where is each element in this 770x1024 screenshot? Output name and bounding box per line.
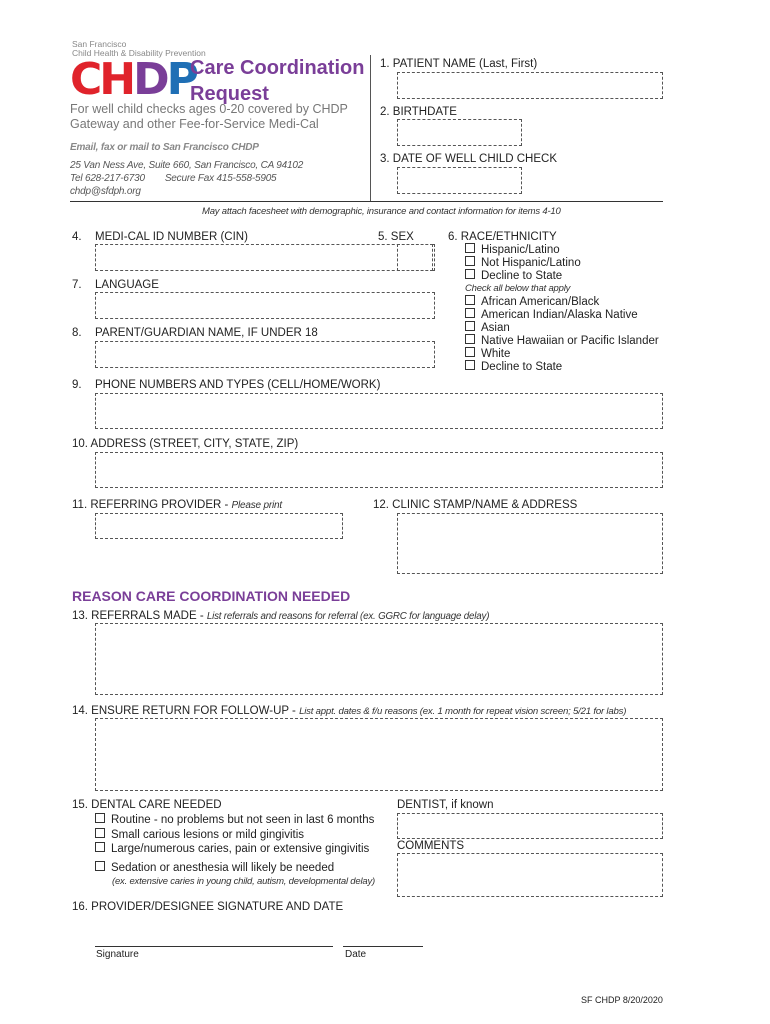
medi-cal-label: MEDI-CAL ID NUMBER (CIN)	[95, 231, 248, 243]
guardian-label: PARENT/GUARDIAN NAME, IF UNDER 18	[95, 327, 318, 339]
checkbox-icon[interactable]	[465, 256, 475, 266]
guardian-number: 8.	[72, 327, 82, 339]
logo-line-2: Child Health & Disability Prevention	[72, 48, 206, 58]
race-ethnicity-label: 6. RACE/ETHNICITY	[448, 231, 557, 243]
ethnicity-option[interactable]: Hispanic/Latino	[465, 243, 581, 256]
race-option[interactable]: African American/Black	[465, 295, 659, 308]
sex-field[interactable]	[397, 244, 433, 271]
form-version: SF CHDP 8/20/2020	[581, 995, 663, 1005]
birthdate-field[interactable]	[397, 119, 522, 146]
signature-caption: Signature	[96, 949, 139, 960]
checkbox-icon[interactable]	[95, 813, 105, 823]
header-divider	[370, 55, 371, 202]
logo-letter: C	[70, 54, 100, 105]
medi-cal-field[interactable]	[95, 244, 435, 271]
logo-letter: H	[99, 54, 134, 105]
language-number: 7.	[72, 279, 82, 291]
race-option[interactable]: Native Hawaiian or Pacific Islander	[465, 334, 659, 347]
clinic-stamp-label: 12. CLINIC STAMP/NAME & ADDRESS	[373, 499, 578, 511]
checkbox-icon[interactable]	[465, 347, 475, 357]
language-label: LANGUAGE	[95, 279, 159, 291]
referring-provider-field[interactable]	[95, 513, 343, 539]
checkbox-icon[interactable]	[465, 308, 475, 318]
date-caption: Date	[345, 949, 367, 960]
title-line-1: Care Coordination	[190, 57, 365, 79]
birthdate-label: 2. BIRTHDATE	[380, 106, 457, 118]
signature-section-label: 16. PROVIDER/DESIGNEE SIGNATURE AND DATE	[72, 901, 344, 913]
subtitle-line-1: For well child checks ages 0-20 covered by CHDP	[70, 102, 348, 116]
checkbox-icon[interactable]	[465, 295, 475, 305]
comments-field[interactable]	[397, 853, 663, 897]
race-option[interactable]: American Indian/Alaska Native	[465, 308, 659, 321]
clinic-stamp-field[interactable]	[397, 513, 663, 574]
chdp-logo	[70, 54, 196, 105]
patient-name-field[interactable]	[397, 72, 663, 99]
phone-number: 9.	[72, 379, 82, 391]
checkbox-icon[interactable]	[465, 360, 475, 370]
comments-label: COMMENTS	[397, 840, 465, 852]
ethnicity-options	[465, 243, 581, 282]
header-rule	[70, 201, 663, 202]
dental-label: 15. DENTAL CARE NEEDED	[72, 799, 222, 811]
guardian-field[interactable]	[95, 341, 435, 368]
subtitle-line-2: Gateway and other Fee-for-Service Medi-Cal	[70, 117, 319, 131]
sedation-option[interactable]: Sedation or anesthesia will likely be needed	[95, 861, 334, 874]
logo-letter: D	[133, 54, 167, 105]
dental-option[interactable]: Small carious lesions or mild gingivitis	[95, 828, 374, 843]
contact-email[interactable]: chdp@sfdph.org	[70, 186, 141, 197]
phone-label: PHONE NUMBERS AND TYPES (CELL/HOME/WORK)	[95, 379, 381, 391]
contact-fax: Secure Fax 415-558-5905	[164, 173, 277, 184]
page-title	[190, 55, 364, 107]
follow-up-field[interactable]	[95, 718, 663, 791]
date-line[interactable]	[343, 946, 423, 947]
follow-up-label: 14. ENSURE RETURN FOR FOLLOW-UP - List appt. dates & f/u reasons (ex. 1 month for repeat vision screen; 5/21 for labs)	[72, 705, 627, 717]
language-field[interactable]	[95, 292, 435, 319]
ethnicity-option[interactable]: Not Hispanic/Latino	[465, 256, 581, 269]
dental-option[interactable]: Large/numerous caries, pain or extensive gingivitis	[95, 842, 374, 857]
logo-line-1: San Francisco	[72, 39, 127, 49]
address-field[interactable]	[95, 452, 663, 488]
ethnicity-option[interactable]: Decline to State	[465, 269, 581, 282]
attach-note: May attach facesheet with demographic, insurance and contact information for items 4-10	[202, 206, 561, 217]
send-to-label: Email, fax or mail to San Francisco CHDP	[70, 142, 259, 153]
logo-letter: P	[166, 54, 196, 105]
race-option[interactable]: Asian	[465, 321, 659, 334]
checkbox-icon[interactable]	[95, 828, 105, 838]
coverage-subtitle	[70, 102, 348, 132]
dentist-field[interactable]	[397, 813, 663, 839]
contact-tel: Tel 628-217-6730	[70, 173, 145, 184]
race-option[interactable]: Decline to State	[465, 360, 659, 373]
signature-line[interactable]	[95, 946, 333, 947]
checkbox-icon[interactable]	[465, 243, 475, 253]
contact-address: 25 Van Ness Ave, Suite 660, San Francisco, CA 94102	[70, 160, 304, 171]
checkbox-icon[interactable]	[465, 334, 475, 344]
sedation-note: (ex. extensive caries in young child, autism, developmental delay)	[112, 876, 375, 887]
race-option[interactable]: White	[465, 347, 659, 360]
title-line-2: Request	[190, 83, 269, 105]
checkbox-icon[interactable]	[95, 842, 105, 852]
referrals-label: 13. REFERRALS MADE - List referrals and reasons for referral (ex. GGRC for language delay)	[72, 610, 490, 622]
referring-provider-label: 11. REFERRING PROVIDER - Please print	[72, 499, 282, 511]
checkbox-icon[interactable]	[465, 269, 475, 279]
checkbox-icon[interactable]	[95, 861, 105, 871]
phone-field[interactable]	[95, 393, 663, 429]
address-label: 10. ADDRESS (STREET, CITY, STATE, ZIP)	[72, 438, 299, 450]
checkbox-icon[interactable]	[465, 321, 475, 331]
medi-cal-number: 4.	[72, 231, 82, 243]
wcc-date-field[interactable]	[397, 167, 522, 194]
race-note: Check all below that apply	[465, 283, 571, 294]
reason-heading: REASON CARE COORDINATION NEEDED	[72, 588, 351, 604]
referrals-field[interactable]	[95, 623, 663, 695]
race-options	[465, 295, 659, 373]
dentist-label: DENTIST, if known	[397, 799, 494, 811]
sex-label: 5. SEX	[378, 231, 414, 243]
wcc-date-label: 3. DATE OF WELL CHILD CHECK	[380, 153, 558, 165]
dental-option[interactable]: Routine - no problems but not seen in last 6 months	[95, 813, 374, 828]
contact-info	[70, 159, 303, 198]
patient-name-label: 1. PATIENT NAME (Last, First)	[380, 58, 538, 70]
dental-options	[95, 813, 374, 857]
